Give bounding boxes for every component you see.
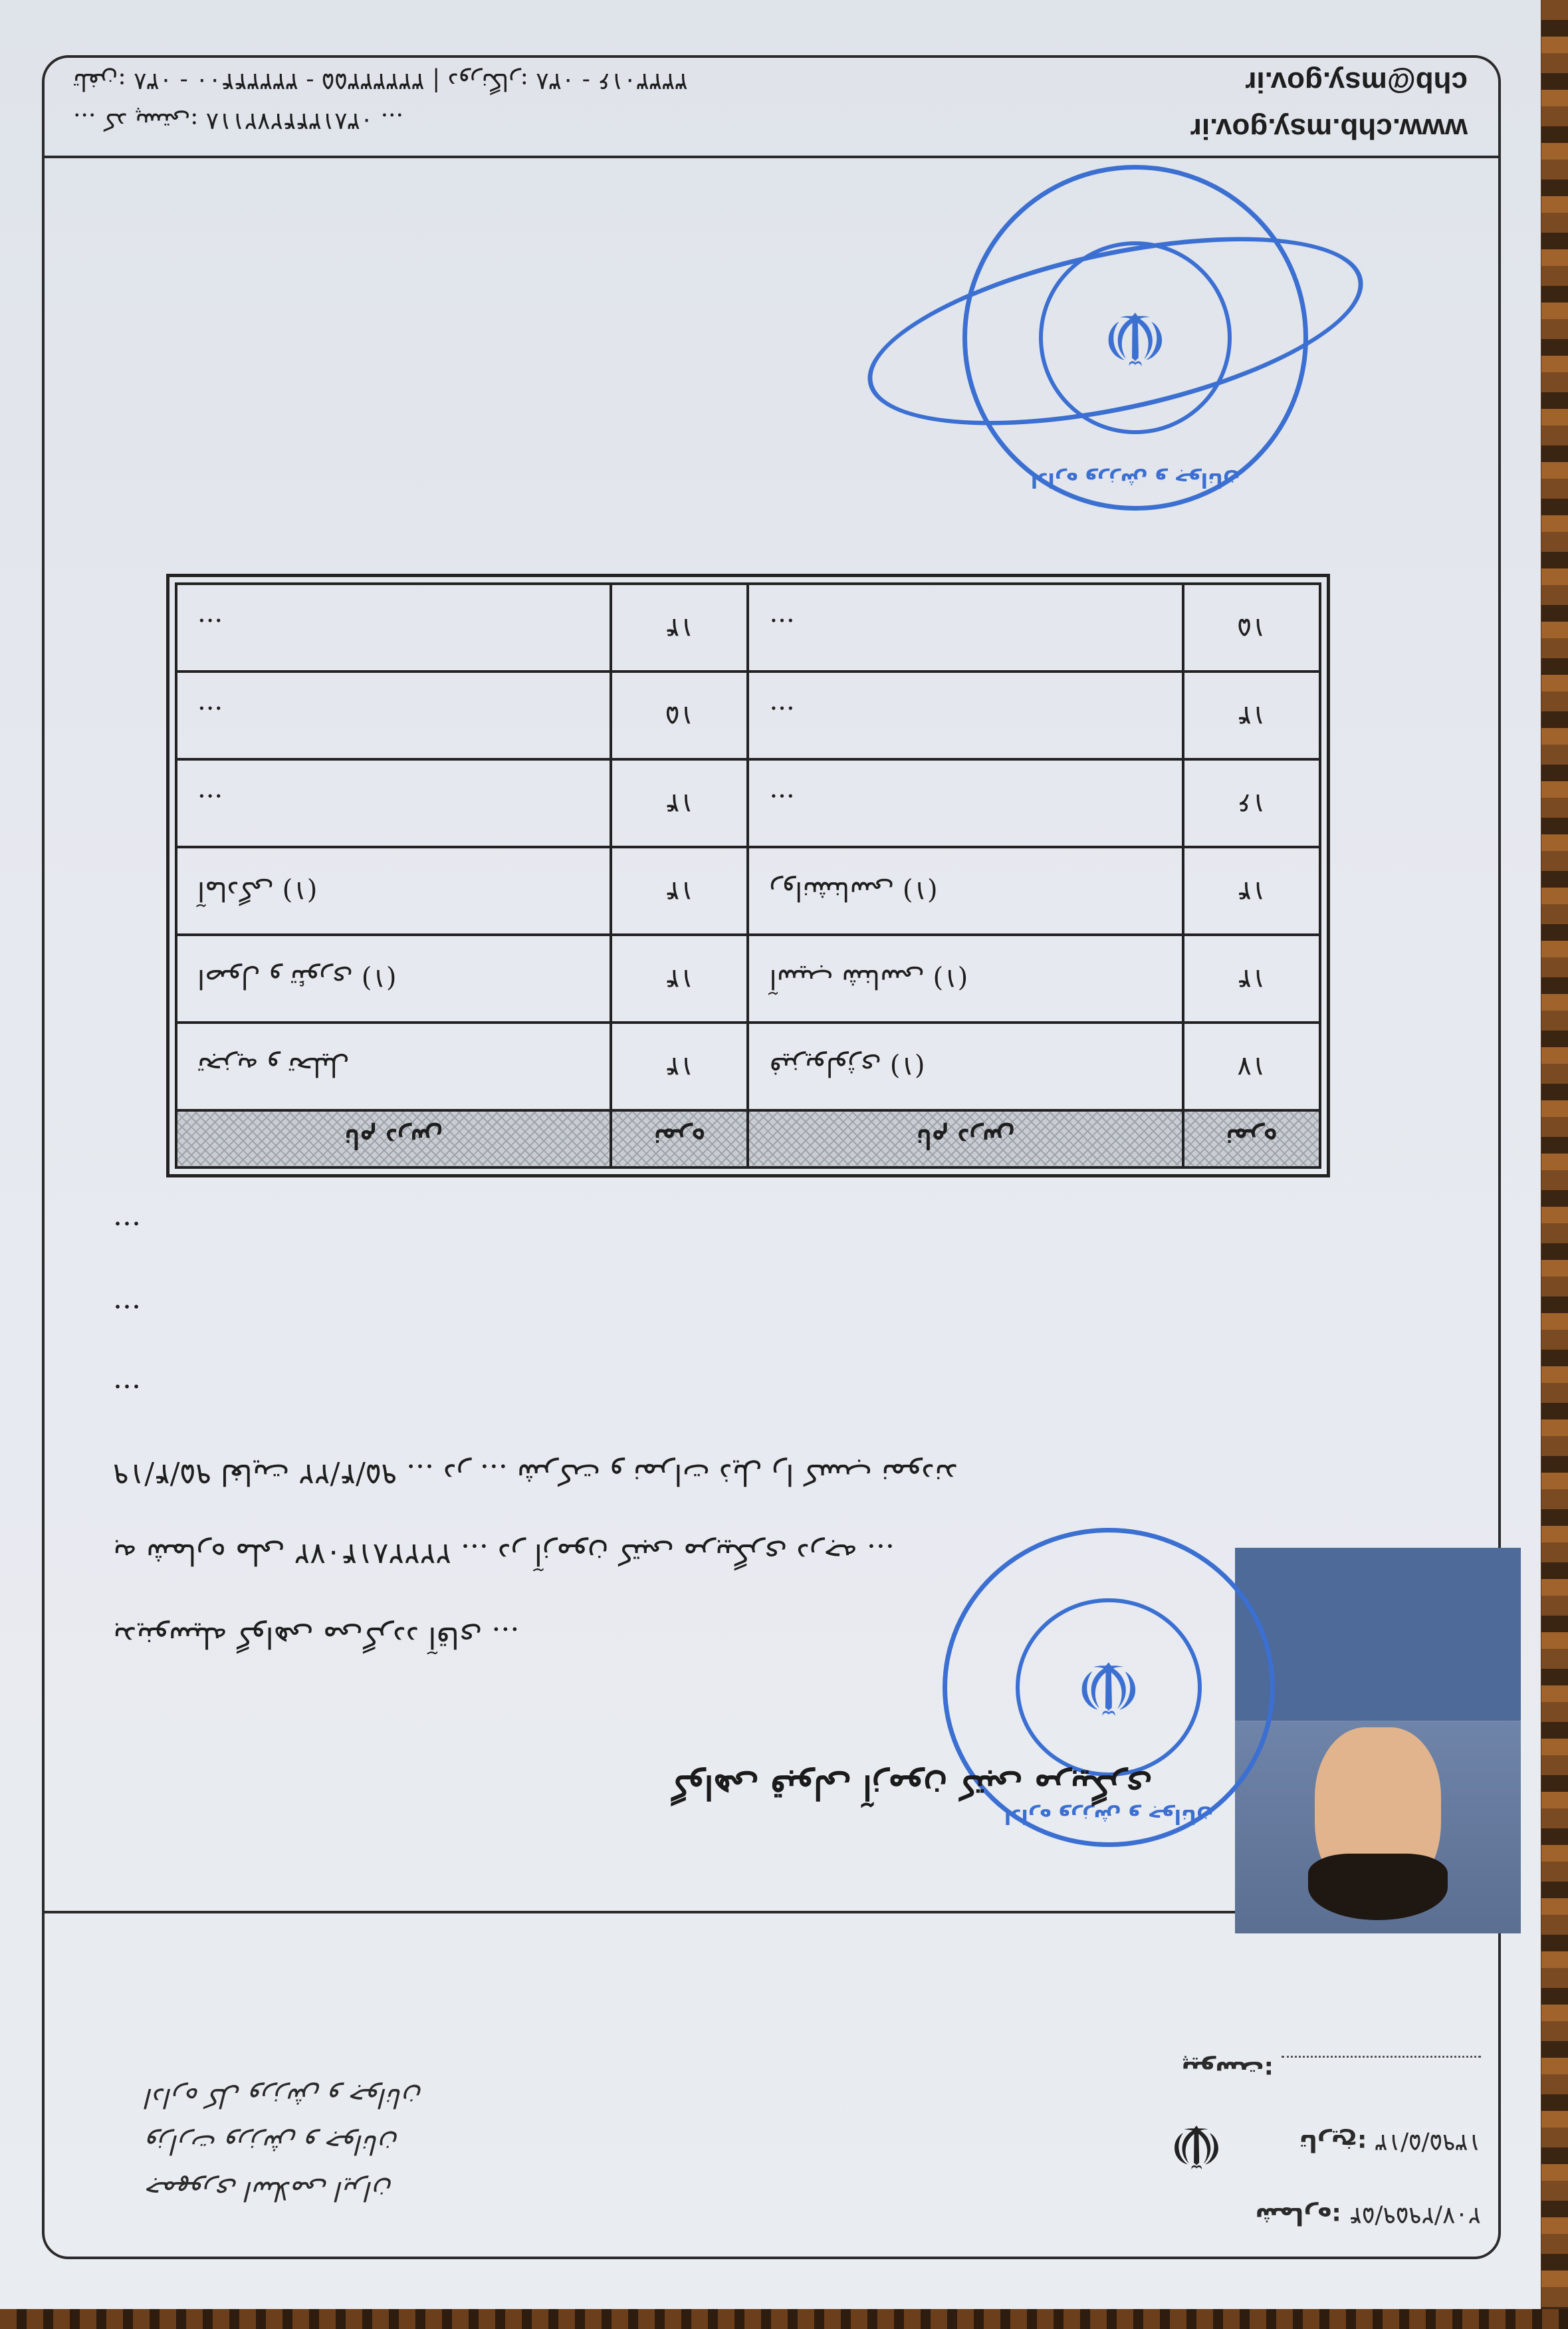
grade-cell: ۱۴ bbox=[611, 584, 748, 672]
stamp-text: اداره ورزش و جوانان bbox=[1030, 468, 1240, 491]
grade-cell: ۱۴ bbox=[1183, 672, 1320, 759]
col-header-grade: نمره bbox=[611, 1110, 748, 1167]
course-cell: ... bbox=[176, 584, 611, 672]
attachment-row bbox=[1181, 2056, 1481, 2083]
header-line-3: اداره کل ورزش و جوانان bbox=[146, 2082, 423, 2113]
photo-hair bbox=[1308, 1854, 1448, 1920]
grade-cell: ۱۵ bbox=[611, 672, 748, 759]
course-cell: فیزیولوژی (۱) bbox=[748, 1023, 1182, 1110]
date-row bbox=[1299, 2129, 1481, 2156]
footer-divider bbox=[43, 156, 1498, 158]
stamp-emblem-icon: ☫ bbox=[1039, 241, 1232, 434]
body-paragraph-line-2: به شماره ملی ۲۲۲۲۸۱۴۰۷۲ ... در آزمون کتبی مربیگری درجه ... bbox=[113, 1537, 895, 1571]
table-row bbox=[176, 672, 1320, 759]
number-row bbox=[1255, 2202, 1481, 2229]
applicant-photo bbox=[1235, 1548, 1521, 1933]
document-title: گواهی قبولی آزمون کتبی مربیگری bbox=[671, 1768, 1153, 1807]
course-cell: آسیب شناسی (۱) bbox=[748, 935, 1182, 1023]
footer-website: www.chb.msy.gov.ir bbox=[1190, 112, 1468, 145]
number-value: ۲۰۷/۲۹۵۹/۵۴ bbox=[1349, 2202, 1481, 2229]
course-cell: روانشناسی (۱) bbox=[748, 847, 1182, 935]
body-paragraph-line-1: بدینوسیله گواهی می‌گردد آقای ... bbox=[113, 1620, 520, 1654]
iran-emblem-icon: ☫ bbox=[1169, 2111, 1224, 2181]
grade-cell: ۱۵ bbox=[1183, 584, 1320, 672]
col-header-course: نام درس bbox=[748, 1110, 1182, 1167]
body-paragraph-line-6: ... bbox=[113, 1215, 141, 1249]
body-paragraph-line-4: ... bbox=[113, 1378, 141, 1411]
footer-phones: تلفن: ۰۳۸ - ۳۳۳۳۴۴۰۰ - ۳۳۳۳۳۳۵۵ | دورنگار: ۰۳۸ - ۳۳۳۳۰۱۶ bbox=[73, 68, 688, 95]
date-label: تاریخ: bbox=[1299, 2129, 1367, 2156]
table-row bbox=[176, 584, 1320, 672]
col-header-course: نام درس bbox=[176, 1110, 611, 1167]
course-cell: تجزیه و تحلیل bbox=[176, 1023, 611, 1110]
attachment-dotted-line bbox=[1282, 2056, 1481, 2083]
carpet-background-right bbox=[1541, 0, 1568, 2329]
carpet-background-bottom bbox=[0, 2309, 1568, 2329]
grade-cell: ۱۴ bbox=[1183, 847, 1320, 935]
course-cell: اصول و تئوری (۱) bbox=[176, 935, 611, 1023]
number-label: شماره: bbox=[1255, 2202, 1341, 2229]
date-value: ۱۳۹۵/۵/۱۳ bbox=[1375, 2129, 1481, 2156]
course-cell: ... bbox=[176, 672, 611, 759]
grade-cell: ۱۴ bbox=[611, 847, 748, 935]
footer-email: chb@msy.gov.ir bbox=[1245, 66, 1468, 98]
table-row bbox=[176, 1023, 1320, 1110]
stamp-text: اداره ورزش و جوانان bbox=[1004, 1804, 1214, 1828]
grade-cell: ۱۴ bbox=[611, 1023, 748, 1110]
grade-cell: ۱۴ bbox=[1183, 935, 1320, 1023]
course-cell: ... bbox=[748, 759, 1182, 847]
header-line-1: جمهوری اسلامی ایران bbox=[146, 2175, 393, 2206]
grades-header-row bbox=[176, 1110, 1320, 1167]
attachment-label: پیوست: bbox=[1181, 2056, 1274, 2083]
grade-cell: ۱۴ bbox=[611, 935, 748, 1023]
course-cell: آمادگی (۱) bbox=[176, 847, 611, 935]
body-paragraph-line-3: ۹۵/۴/۱۹ لغایت ۹۵/۴/۲۲ ... در ... شرکت و نمرات ذیل را کسب نمودند bbox=[113, 1457, 958, 1491]
grade-cell: ۱۶ bbox=[1183, 759, 1320, 847]
grade-cell: ۱۴ bbox=[611, 759, 748, 847]
table-row bbox=[176, 935, 1320, 1023]
table-row bbox=[176, 759, 1320, 847]
course-cell: ... bbox=[748, 672, 1182, 759]
course-cell: ... bbox=[748, 584, 1182, 672]
body-paragraph-line-5: ... bbox=[113, 1298, 141, 1332]
footer-address: ... کد پستی: ۰۳۸۱۳۴۴۲۷۲۱۱۸ ... bbox=[73, 108, 403, 135]
header-line-2: وزارت ورزش و جوانان bbox=[146, 2129, 399, 2159]
course-cell: ... bbox=[176, 759, 611, 847]
stamp-emblem-icon: ☫ bbox=[1016, 1598, 1201, 1777]
col-header-grade: نمره bbox=[1183, 1110, 1320, 1167]
table-row bbox=[176, 847, 1320, 935]
grade-cell: ۱۷ bbox=[1183, 1023, 1320, 1110]
grades-table bbox=[175, 582, 1321, 1169]
